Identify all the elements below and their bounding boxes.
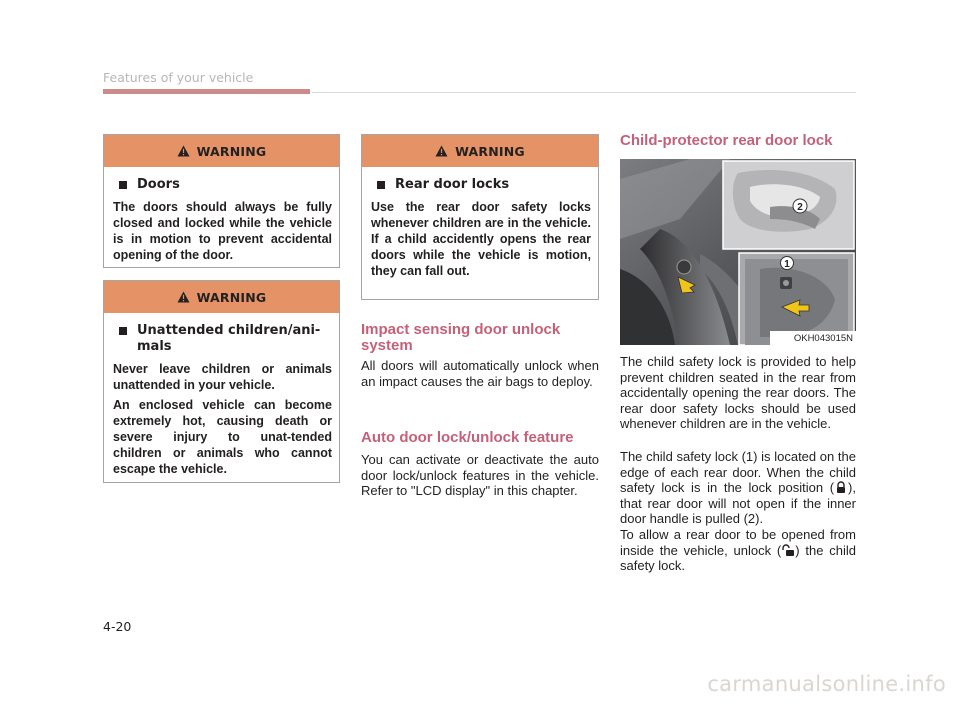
warning-box-unattended: [103, 280, 340, 483]
section-title-impact: Impact sensing door unlock system: [361, 321, 561, 354]
watermark: carmanualsonline.info: [707, 672, 946, 696]
warning-box-doors: [103, 134, 340, 268]
warning-text: Use the rear door safety locks whenever children are in the vehicle. If a child accidently opens the rear doors while the vehicle is motion, they can fall out.: [371, 200, 591, 278]
square-bullet-icon: [119, 327, 127, 335]
warning-subtitle: Unattended children/ani-mals: [113, 323, 332, 355]
child-lock-paragraph-3: To allow a rear door to be opened from inside the vehicle, unlock ( ) the child safety lock.: [620, 527, 856, 573]
warning-label: WARNING: [196, 143, 267, 159]
warning-label: WARNING: [455, 143, 525, 159]
section-body-impact: All doors will automatically unlock when an impact causes the air bags to deploy.: [361, 358, 599, 389]
figure-caption: OKH043015N: [793, 333, 853, 344]
section-title-child-lock: Child-protector rear door lock: [620, 132, 833, 149]
header-accent-bar: [103, 89, 310, 94]
section-title-auto-lock: Auto door lock/unlock feature: [361, 429, 574, 446]
warning-subtitle: Doors: [113, 177, 332, 193]
lock-icon: [834, 481, 848, 494]
unlock-icon: [781, 544, 795, 557]
warning-text: Never leave children or animals unattended in your vehicle.: [113, 362, 332, 392]
warning-triangle-icon: [435, 145, 448, 157]
warning-triangle-icon: [177, 291, 190, 303]
child-lock-illustration: [620, 159, 856, 345]
page-number: 4-20: [103, 619, 132, 634]
warning-label: WARNING: [196, 289, 267, 305]
warning-header: [362, 135, 598, 167]
child-lock-paragraph-2: The child safety lock (1) is located on the edge of each rear door. When the child safety lock is in the lock position ( ), that rear door will not open if the inner door handle is pulled (2).: [620, 449, 856, 526]
warning-header: [104, 135, 339, 167]
warning-text: The doors should always be fully closed and locked while the vehicle is in motion to prevent accidental opening of the door.: [113, 200, 332, 262]
callout-1: 1: [784, 259, 790, 270]
callout-2: 2: [797, 202, 803, 213]
warning-subtitle: Rear door locks: [371, 177, 591, 193]
child-lock-paragraph-1: The child safety lock is provided to help prevent children seated in the rear from accidentally opening the rear doors. The rear door safety locks should be used whenever children are in the vehicle.: [620, 354, 856, 431]
square-bullet-icon: [377, 181, 385, 189]
warning-box-rear-door-locks: [361, 134, 599, 300]
square-bullet-icon: [119, 181, 127, 189]
header-rule: [312, 92, 856, 93]
warning-header: [104, 281, 339, 313]
section-body-auto-lock: You can activate or deactivate the auto door lock/unlock features in the vehicle. Refer to "LCD display" in this chapter.: [361, 452, 599, 498]
warning-text: An enclosed vehicle can become extremely hot, causing death or severe injury to unat-tended children or animals who cannot escape the vehicle.: [113, 398, 332, 476]
warning-triangle-icon: [177, 145, 190, 157]
running-header: Features of your vehicle: [103, 70, 254, 85]
rear-door-photo: [620, 159, 856, 345]
